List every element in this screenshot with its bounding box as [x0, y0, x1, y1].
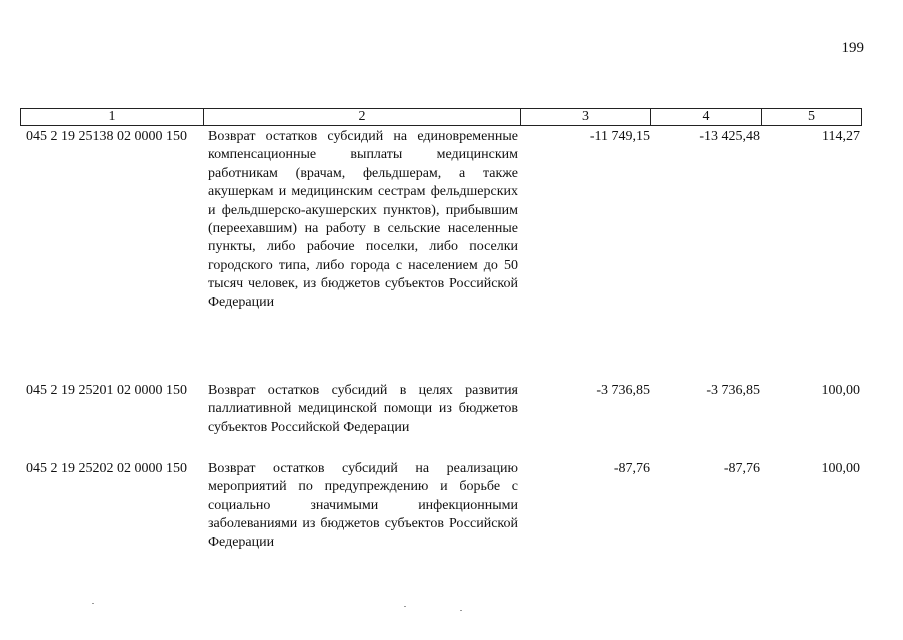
value-column-5: 100,00 — [821, 461, 860, 476]
value-column-4: -3 736,85 — [706, 383, 760, 398]
page-number: 199 — [841, 40, 864, 56]
column-header-2: 2 — [203, 109, 520, 125]
value-column-3: -87,76 — [613, 461, 650, 476]
row-description: Возврат остатков субсидий на реализацию мероприятий по предупреждению и борьбе с социально значимыми инфекционными заболеваниями из бюджетов субъектов Российской Федерации — [208, 461, 518, 550]
scan-speck — [404, 606, 406, 607]
column-header-5: 5 — [761, 109, 861, 125]
column-header-3: 3 — [520, 109, 650, 125]
row-description: Возврат остатков субсидий на единовременные компенсационные выплаты медицинским работникам (врачам, фельдшерам, а также акушеркам и медицинским сестрам фельдшерских и фельдшерско-акушерских пунктов), прибывшим (переехавшим) на работу в сельские населенные пункты, либо рабочие поселки, либо поселки городского типа, либо города с населением до 50 тысяч человек, из бюджетов субъектов Российской Федерации — [208, 129, 518, 310]
column-header-4: 4 — [650, 109, 761, 125]
value-column-3: -3 736,85 — [596, 383, 650, 398]
value-column-5: 100,00 — [821, 383, 860, 398]
budget-code: 045 2 19 25201 02 0000 150 — [26, 383, 187, 398]
row-description: Возврат остатков субсидий в целях развития паллиативной медицинской помощи из бюджетов субъектов Российской Федерации — [208, 383, 518, 435]
budget-code: 045 2 19 25202 02 0000 150 — [26, 461, 187, 476]
value-column-5: 114,27 — [822, 129, 860, 144]
budget-code: 045 2 19 25138 02 0000 150 — [26, 129, 187, 144]
value-column-3: -11 749,15 — [589, 129, 650, 144]
scan-speck — [460, 610, 462, 611]
table-header-row — [20, 108, 862, 126]
column-header-1: 1 — [108, 109, 116, 124]
scan-speck — [92, 603, 94, 604]
value-column-4: -13 425,48 — [699, 129, 760, 144]
value-column-4: -87,76 — [723, 461, 760, 476]
